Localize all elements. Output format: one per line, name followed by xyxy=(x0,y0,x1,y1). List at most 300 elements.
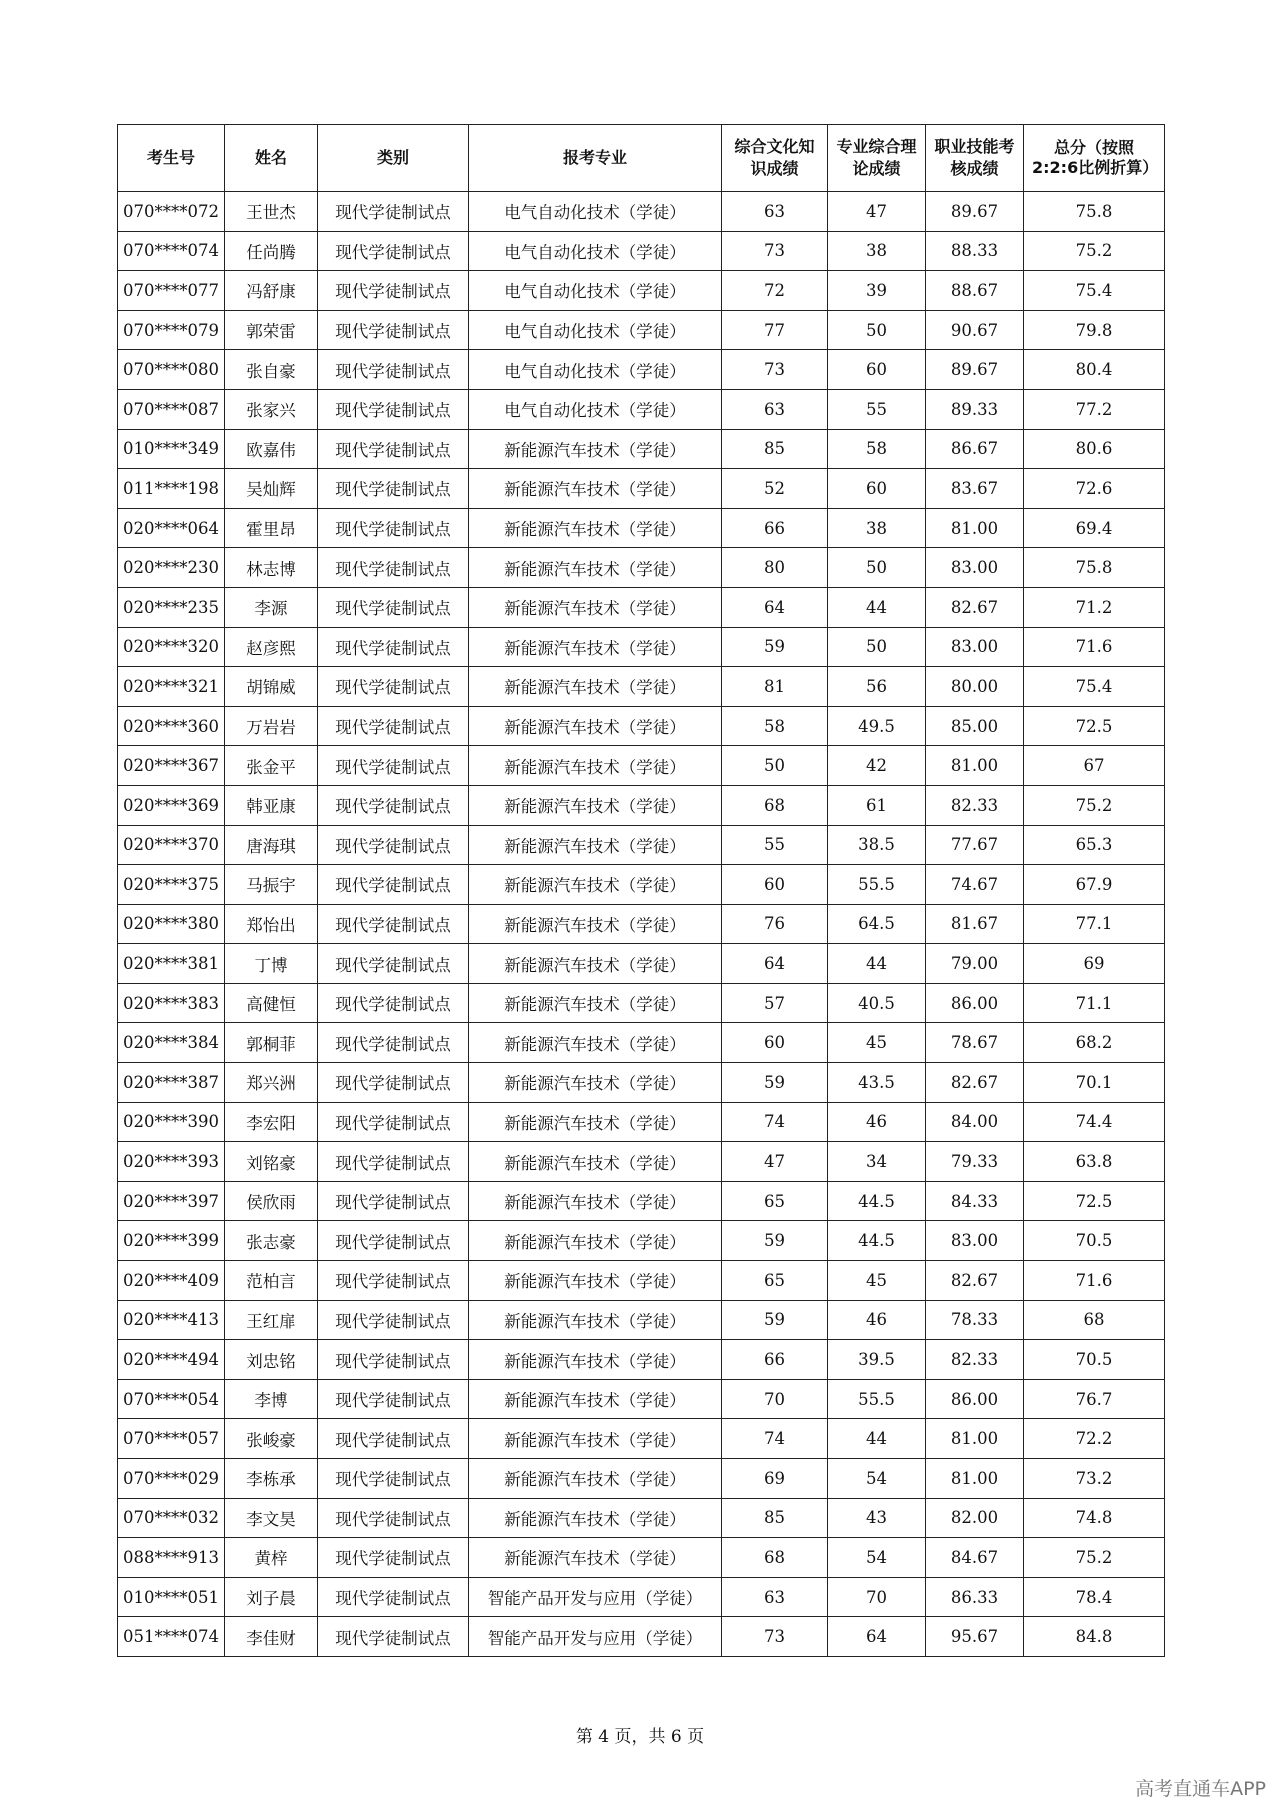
cell-skill-score: 81.00 xyxy=(926,1459,1024,1499)
cell-category: 现代学徒制试点 xyxy=(318,548,469,588)
cell-theory-score: 58 xyxy=(828,429,926,469)
cell-name: 韩亚康 xyxy=(225,785,318,825)
cell-exam-number: 020****494 xyxy=(118,1340,225,1380)
watermark: 高考直通车APP xyxy=(1135,1778,1266,1800)
cell-exam-number: 020****320 xyxy=(118,627,225,667)
cell-name: 郑兴洲 xyxy=(225,1063,318,1103)
table-row xyxy=(118,1142,1165,1182)
cell-skill-score: 82.33 xyxy=(926,785,1024,825)
cell-culture-score: 59 xyxy=(722,1221,828,1261)
cell-major: 新能源汽车技术（学徒） xyxy=(469,587,722,627)
cell-major: 新能源汽车技术（学徒） xyxy=(469,865,722,905)
cell-name: 高健恒 xyxy=(225,983,318,1023)
cell-name: 冯舒康 xyxy=(225,271,318,311)
cell-culture-score: 52 xyxy=(722,469,828,509)
table-row xyxy=(118,706,1165,746)
cell-name: 刘子晨 xyxy=(225,1577,318,1617)
cell-name: 郭桐菲 xyxy=(225,1023,318,1063)
table-row xyxy=(118,1063,1165,1103)
cell-category: 现代学徒制试点 xyxy=(318,1063,469,1103)
cell-theory-score: 45 xyxy=(828,1261,926,1301)
table-row xyxy=(118,865,1165,905)
table-row xyxy=(118,785,1165,825)
cell-total-score: 74.8 xyxy=(1024,1498,1165,1538)
cell-exam-number: 020****409 xyxy=(118,1261,225,1301)
table-row xyxy=(118,1538,1165,1578)
table-row xyxy=(118,1221,1165,1261)
cell-skill-score: 74.67 xyxy=(926,865,1024,905)
cell-skill-score: 78.67 xyxy=(926,1023,1024,1063)
cell-category: 现代学徒制试点 xyxy=(318,1142,469,1182)
table-row xyxy=(118,231,1165,271)
cell-theory-score: 47 xyxy=(828,192,926,232)
cell-total-score: 74.4 xyxy=(1024,1102,1165,1142)
cell-culture-score: 81 xyxy=(722,667,828,707)
cell-theory-score: 45 xyxy=(828,1023,926,1063)
cell-category: 现代学徒制试点 xyxy=(318,944,469,984)
cell-theory-score: 70 xyxy=(828,1577,926,1617)
cell-exam-number: 070****032 xyxy=(118,1498,225,1538)
cell-name: 张峻豪 xyxy=(225,1419,318,1459)
cell-major: 新能源汽车技术（学徒） xyxy=(469,1538,722,1578)
cell-name: 万岩岩 xyxy=(225,706,318,746)
cell-category: 现代学徒制试点 xyxy=(318,389,469,429)
cell-exam-number: 020****393 xyxy=(118,1142,225,1182)
cell-name: 李博 xyxy=(225,1379,318,1419)
cell-skill-score: 80.00 xyxy=(926,667,1024,707)
cell-culture-score: 76 xyxy=(722,904,828,944)
cell-category: 现代学徒制试点 xyxy=(318,1498,469,1538)
cell-category: 现代学徒制试点 xyxy=(318,271,469,311)
cell-culture-score: 64 xyxy=(722,944,828,984)
cell-major: 新能源汽车技术（学徒） xyxy=(469,1261,722,1301)
cell-total-score: 71.6 xyxy=(1024,1261,1165,1301)
cell-category: 现代学徒制试点 xyxy=(318,825,469,865)
cell-major: 新能源汽车技术（学徒） xyxy=(469,1419,722,1459)
cell-name: 马振宇 xyxy=(225,865,318,905)
cell-total-score: 67.9 xyxy=(1024,865,1165,905)
cell-category: 现代学徒制试点 xyxy=(318,785,469,825)
cell-culture-score: 59 xyxy=(722,1300,828,1340)
table-row xyxy=(118,192,1165,232)
cell-exam-number: 020****367 xyxy=(118,746,225,786)
cell-name: 侯欣雨 xyxy=(225,1181,318,1221)
cell-exam-number: 088****913 xyxy=(118,1538,225,1578)
cell-total-score: 72.5 xyxy=(1024,706,1165,746)
cell-theory-score: 50 xyxy=(828,548,926,588)
cell-culture-score: 68 xyxy=(722,1538,828,1578)
cell-skill-score: 83.67 xyxy=(926,469,1024,509)
table-row xyxy=(118,904,1165,944)
cell-category: 现代学徒制试点 xyxy=(318,706,469,746)
cell-culture-score: 59 xyxy=(722,1063,828,1103)
cell-total-score: 77.2 xyxy=(1024,389,1165,429)
cell-culture-score: 69 xyxy=(722,1459,828,1499)
cell-culture-score: 80 xyxy=(722,548,828,588)
cell-name: 王红扉 xyxy=(225,1300,318,1340)
cell-culture-score: 60 xyxy=(722,1023,828,1063)
cell-culture-score: 63 xyxy=(722,389,828,429)
cell-name: 黄梓 xyxy=(225,1538,318,1578)
cell-category: 现代学徒制试点 xyxy=(318,667,469,707)
cell-name: 任尚腾 xyxy=(225,231,318,271)
cell-category: 现代学徒制试点 xyxy=(318,508,469,548)
cell-total-score: 68.2 xyxy=(1024,1023,1165,1063)
cell-theory-score: 61 xyxy=(828,785,926,825)
cell-skill-score: 82.33 xyxy=(926,1340,1024,1380)
cell-category: 现代学徒制试点 xyxy=(318,904,469,944)
cell-category: 现代学徒制试点 xyxy=(318,1577,469,1617)
table-row xyxy=(118,1617,1165,1657)
cell-total-score: 70.5 xyxy=(1024,1221,1165,1261)
cell-exam-number: 070****029 xyxy=(118,1459,225,1499)
cell-name: 王世杰 xyxy=(225,192,318,232)
cell-major: 新能源汽车技术（学徒） xyxy=(469,904,722,944)
cell-total-score: 73.2 xyxy=(1024,1459,1165,1499)
cell-name: 霍里昂 xyxy=(225,508,318,548)
cell-skill-score: 86.67 xyxy=(926,429,1024,469)
table-row xyxy=(118,1419,1165,1459)
header-exam-number: 考生号 xyxy=(118,125,225,192)
cell-theory-score: 44.5 xyxy=(828,1221,926,1261)
cell-major: 新能源汽车技术（学徒） xyxy=(469,508,722,548)
cell-total-score: 78.4 xyxy=(1024,1577,1165,1617)
cell-skill-score: 84.67 xyxy=(926,1538,1024,1578)
header-theory-score: 专业综合理论成绩 xyxy=(828,125,926,192)
cell-total-score: 75.4 xyxy=(1024,667,1165,707)
cell-name: 李宏阳 xyxy=(225,1102,318,1142)
cell-exam-number: 020****397 xyxy=(118,1181,225,1221)
cell-theory-score: 54 xyxy=(828,1538,926,1578)
cell-category: 现代学徒制试点 xyxy=(318,1023,469,1063)
cell-total-score: 71.2 xyxy=(1024,587,1165,627)
cell-major: 新能源汽车技术（学徒） xyxy=(469,627,722,667)
cell-skill-score: 83.00 xyxy=(926,548,1024,588)
cell-name: 张金平 xyxy=(225,746,318,786)
cell-total-score: 75.2 xyxy=(1024,785,1165,825)
cell-name: 张家兴 xyxy=(225,389,318,429)
cell-culture-score: 50 xyxy=(722,746,828,786)
cell-exam-number: 070****087 xyxy=(118,389,225,429)
cell-major: 电气自动化技术（学徒） xyxy=(469,350,722,390)
cell-total-score: 65.3 xyxy=(1024,825,1165,865)
cell-skill-score: 83.00 xyxy=(926,627,1024,667)
cell-skill-score: 82.67 xyxy=(926,587,1024,627)
cell-name: 唐海琪 xyxy=(225,825,318,865)
cell-exam-number: 020****369 xyxy=(118,785,225,825)
cell-theory-score: 39.5 xyxy=(828,1340,926,1380)
cell-culture-score: 63 xyxy=(722,192,828,232)
cell-exam-number: 070****074 xyxy=(118,231,225,271)
table-row xyxy=(118,1459,1165,1499)
cell-category: 现代学徒制试点 xyxy=(318,1617,469,1657)
cell-theory-score: 46 xyxy=(828,1300,926,1340)
cell-skill-score: 82.00 xyxy=(926,1498,1024,1538)
cell-category: 现代学徒制试点 xyxy=(318,192,469,232)
cell-exam-number: 051****074 xyxy=(118,1617,225,1657)
cell-total-score: 70.5 xyxy=(1024,1340,1165,1380)
cell-category: 现代学徒制试点 xyxy=(318,350,469,390)
cell-theory-score: 56 xyxy=(828,667,926,707)
cell-exam-number: 011****198 xyxy=(118,469,225,509)
cell-major: 电气自动化技术（学徒） xyxy=(469,231,722,271)
score-table xyxy=(117,124,1165,1657)
cell-category: 现代学徒制试点 xyxy=(318,1221,469,1261)
table-row xyxy=(118,271,1165,311)
cell-theory-score: 44 xyxy=(828,587,926,627)
cell-name: 赵彦熙 xyxy=(225,627,318,667)
cell-skill-score: 79.00 xyxy=(926,944,1024,984)
cell-theory-score: 42 xyxy=(828,746,926,786)
cell-major: 新能源汽车技术（学徒） xyxy=(469,1102,722,1142)
cell-theory-score: 38 xyxy=(828,231,926,271)
cell-skill-score: 88.33 xyxy=(926,231,1024,271)
cell-total-score: 72.2 xyxy=(1024,1419,1165,1459)
cell-major: 新能源汽车技术（学徒） xyxy=(469,1459,722,1499)
cell-name: 李佳财 xyxy=(225,1617,318,1657)
cell-category: 现代学徒制试点 xyxy=(318,587,469,627)
table-row xyxy=(118,1181,1165,1221)
cell-category: 现代学徒制试点 xyxy=(318,469,469,509)
cell-culture-score: 66 xyxy=(722,1340,828,1380)
table-row xyxy=(118,1261,1165,1301)
cell-category: 现代学徒制试点 xyxy=(318,1300,469,1340)
cell-culture-score: 85 xyxy=(722,429,828,469)
cell-culture-score: 72 xyxy=(722,271,828,311)
cell-skill-score: 81.00 xyxy=(926,508,1024,548)
cell-name: 郑怡出 xyxy=(225,904,318,944)
cell-total-score: 75.8 xyxy=(1024,192,1165,232)
cell-total-score: 67 xyxy=(1024,746,1165,786)
cell-total-score: 80.4 xyxy=(1024,350,1165,390)
cell-major: 新能源汽车技术（学徒） xyxy=(469,1379,722,1419)
table-row xyxy=(118,587,1165,627)
cell-theory-score: 38.5 xyxy=(828,825,926,865)
header-category: 类别 xyxy=(318,125,469,192)
cell-total-score: 72.5 xyxy=(1024,1181,1165,1221)
table-row xyxy=(118,667,1165,707)
cell-major: 新能源汽车技术（学徒） xyxy=(469,548,722,588)
cell-theory-score: 60 xyxy=(828,469,926,509)
cell-skill-score: 84.00 xyxy=(926,1102,1024,1142)
cell-name: 胡锦威 xyxy=(225,667,318,707)
cell-major: 电气自动化技术（学徒） xyxy=(469,389,722,429)
cell-culture-score: 60 xyxy=(722,865,828,905)
cell-name: 郭荣雷 xyxy=(225,310,318,350)
cell-name: 范柏言 xyxy=(225,1261,318,1301)
cell-skill-score: 81.00 xyxy=(926,746,1024,786)
cell-exam-number: 070****072 xyxy=(118,192,225,232)
table-row xyxy=(118,1102,1165,1142)
cell-exam-number: 020****413 xyxy=(118,1300,225,1340)
cell-major: 新能源汽车技术（学徒） xyxy=(469,1181,722,1221)
cell-theory-score: 49.5 xyxy=(828,706,926,746)
cell-major: 新能源汽车技术（学徒） xyxy=(469,1498,722,1538)
cell-category: 现代学徒制试点 xyxy=(318,746,469,786)
cell-major: 新能源汽车技术（学徒） xyxy=(469,1300,722,1340)
cell-skill-score: 81.00 xyxy=(926,1419,1024,1459)
cell-major: 新能源汽车技术（学徒） xyxy=(469,825,722,865)
cell-exam-number: 020****235 xyxy=(118,587,225,627)
table-row xyxy=(118,508,1165,548)
cell-major: 电气自动化技术（学徒） xyxy=(469,310,722,350)
table-row xyxy=(118,1340,1165,1380)
cell-total-score: 80.6 xyxy=(1024,429,1165,469)
cell-category: 现代学徒制试点 xyxy=(318,1102,469,1142)
cell-total-score: 72.6 xyxy=(1024,469,1165,509)
cell-major: 新能源汽车技术（学徒） xyxy=(469,667,722,707)
cell-culture-score: 59 xyxy=(722,627,828,667)
cell-major: 新能源汽车技术（学徒） xyxy=(469,944,722,984)
cell-theory-score: 64.5 xyxy=(828,904,926,944)
cell-category: 现代学徒制试点 xyxy=(318,231,469,271)
table-row xyxy=(118,627,1165,667)
cell-category: 现代学徒制试点 xyxy=(318,983,469,1023)
cell-total-score: 69.4 xyxy=(1024,508,1165,548)
table-row xyxy=(118,944,1165,984)
page-footer: 第 4 页，共 6 页 xyxy=(575,1727,705,1747)
header-row xyxy=(118,125,1165,192)
cell-total-score: 76.7 xyxy=(1024,1379,1165,1419)
cell-name: 林志博 xyxy=(225,548,318,588)
cell-exam-number: 010****349 xyxy=(118,429,225,469)
cell-theory-score: 55.5 xyxy=(828,1379,926,1419)
cell-major: 新能源汽车技术（学徒） xyxy=(469,469,722,509)
cell-skill-score: 77.67 xyxy=(926,825,1024,865)
cell-name: 张志豪 xyxy=(225,1221,318,1261)
cell-culture-score: 64 xyxy=(722,587,828,627)
cell-theory-score: 44 xyxy=(828,1419,926,1459)
cell-total-score: 75.8 xyxy=(1024,548,1165,588)
cell-exam-number: 020****370 xyxy=(118,825,225,865)
cell-theory-score: 44 xyxy=(828,944,926,984)
cell-category: 现代学徒制试点 xyxy=(318,1459,469,1499)
cell-exam-number: 020****064 xyxy=(118,508,225,548)
cell-theory-score: 43.5 xyxy=(828,1063,926,1103)
cell-culture-score: 66 xyxy=(722,508,828,548)
cell-skill-score: 78.33 xyxy=(926,1300,1024,1340)
cell-category: 现代学徒制试点 xyxy=(318,1538,469,1578)
cell-theory-score: 54 xyxy=(828,1459,926,1499)
table-row xyxy=(118,350,1165,390)
cell-total-score: 68 xyxy=(1024,1300,1165,1340)
cell-culture-score: 85 xyxy=(722,1498,828,1538)
cell-total-score: 75.4 xyxy=(1024,271,1165,311)
cell-skill-score: 88.67 xyxy=(926,271,1024,311)
cell-major: 电气自动化技术（学徒） xyxy=(469,192,722,232)
cell-name: 刘忠铭 xyxy=(225,1340,318,1380)
table-row xyxy=(118,389,1165,429)
table-row xyxy=(118,1577,1165,1617)
cell-theory-score: 55 xyxy=(828,389,926,429)
cell-category: 现代学徒制试点 xyxy=(318,1261,469,1301)
cell-skill-score: 83.00 xyxy=(926,1221,1024,1261)
cell-name: 吴灿辉 xyxy=(225,469,318,509)
cell-theory-score: 50 xyxy=(828,627,926,667)
cell-culture-score: 58 xyxy=(722,706,828,746)
cell-culture-score: 68 xyxy=(722,785,828,825)
cell-category: 现代学徒制试点 xyxy=(318,1419,469,1459)
cell-skill-score: 95.67 xyxy=(926,1617,1024,1657)
cell-theory-score: 50 xyxy=(828,310,926,350)
table-row xyxy=(118,429,1165,469)
cell-exam-number: 070****079 xyxy=(118,310,225,350)
cell-total-score: 69 xyxy=(1024,944,1165,984)
cell-category: 现代学徒制试点 xyxy=(318,1340,469,1380)
cell-total-score: 84.8 xyxy=(1024,1617,1165,1657)
cell-theory-score: 40.5 xyxy=(828,983,926,1023)
cell-skill-score: 84.33 xyxy=(926,1181,1024,1221)
cell-major: 新能源汽车技术（学徒） xyxy=(469,706,722,746)
cell-total-score: 71.6 xyxy=(1024,627,1165,667)
cell-culture-score: 74 xyxy=(722,1419,828,1459)
cell-exam-number: 020****399 xyxy=(118,1221,225,1261)
table-header xyxy=(118,125,1165,192)
cell-name: 李文昊 xyxy=(225,1498,318,1538)
cell-skill-score: 82.67 xyxy=(926,1261,1024,1301)
cell-culture-score: 73 xyxy=(722,231,828,271)
cell-category: 现代学徒制试点 xyxy=(318,865,469,905)
header-major: 报考专业 xyxy=(469,125,722,192)
cell-major: 电气自动化技术（学徒） xyxy=(469,271,722,311)
cell-exam-number: 020****384 xyxy=(118,1023,225,1063)
cell-skill-score: 89.33 xyxy=(926,389,1024,429)
cell-culture-score: 77 xyxy=(722,310,828,350)
cell-culture-score: 70 xyxy=(722,1379,828,1419)
table-row xyxy=(118,1300,1165,1340)
cell-skill-score: 89.67 xyxy=(926,192,1024,232)
cell-name: 欧嘉伟 xyxy=(225,429,318,469)
table-row xyxy=(118,1379,1165,1419)
table-row xyxy=(118,746,1165,786)
cell-exam-number: 020****390 xyxy=(118,1102,225,1142)
cell-major: 新能源汽车技术（学徒） xyxy=(469,1023,722,1063)
cell-culture-score: 65 xyxy=(722,1261,828,1301)
cell-exam-number: 070****080 xyxy=(118,350,225,390)
cell-exam-number: 020****321 xyxy=(118,667,225,707)
cell-skill-score: 89.67 xyxy=(926,350,1024,390)
header-culture-score: 综合文化知识成绩 xyxy=(722,125,828,192)
cell-category: 现代学徒制试点 xyxy=(318,429,469,469)
table-row xyxy=(118,310,1165,350)
cell-skill-score: 82.67 xyxy=(926,1063,1024,1103)
table-body xyxy=(118,192,1165,1657)
cell-total-score: 63.8 xyxy=(1024,1142,1165,1182)
cell-skill-score: 86.00 xyxy=(926,983,1024,1023)
cell-skill-score: 86.33 xyxy=(926,1577,1024,1617)
cell-exam-number: 020****381 xyxy=(118,944,225,984)
cell-theory-score: 38 xyxy=(828,508,926,548)
cell-culture-score: 74 xyxy=(722,1102,828,1142)
cell-name: 李源 xyxy=(225,587,318,627)
cell-culture-score: 73 xyxy=(722,1617,828,1657)
cell-exam-number: 020****387 xyxy=(118,1063,225,1103)
cell-exam-number: 020****383 xyxy=(118,983,225,1023)
cell-category: 现代学徒制试点 xyxy=(318,1379,469,1419)
cell-exam-number: 070****057 xyxy=(118,1419,225,1459)
cell-culture-score: 47 xyxy=(722,1142,828,1182)
cell-major: 新能源汽车技术（学徒） xyxy=(469,785,722,825)
cell-major: 新能源汽车技术（学徒） xyxy=(469,1221,722,1261)
cell-skill-score: 79.33 xyxy=(926,1142,1024,1182)
table-row xyxy=(118,548,1165,588)
cell-theory-score: 46 xyxy=(828,1102,926,1142)
table-row xyxy=(118,825,1165,865)
cell-category: 现代学徒制试点 xyxy=(318,310,469,350)
cell-major: 新能源汽车技术（学徒） xyxy=(469,1340,722,1380)
header-total-score: 总分（按照2:2:6比例折算） xyxy=(1024,125,1165,192)
table-row xyxy=(118,1498,1165,1538)
